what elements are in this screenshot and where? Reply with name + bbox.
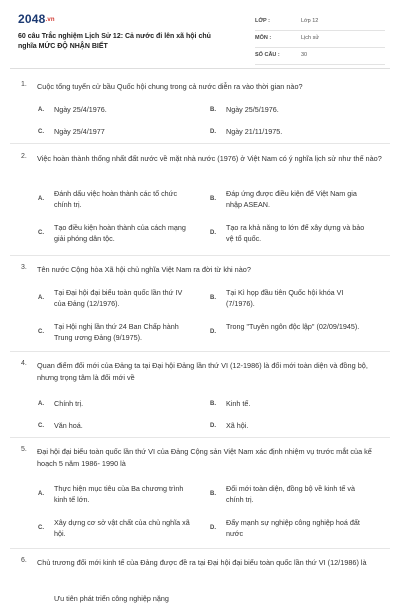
option-text: Văn hoá. bbox=[54, 421, 83, 430]
question-separator bbox=[10, 351, 390, 352]
header-divider bbox=[10, 68, 390, 69]
question-text: Tên nước Cộng hòa Xã hội chủ nghĩa Việt Nam ra đời từ khi nào? bbox=[37, 265, 251, 274]
option-letter: B. bbox=[210, 196, 216, 202]
option-letter: D. bbox=[210, 423, 216, 429]
meta-value: 30 bbox=[301, 52, 308, 58]
question-separator bbox=[10, 437, 390, 438]
meta-key: MÔN : bbox=[255, 35, 272, 41]
header bbox=[18, 12, 384, 64]
option-text: Tạo ra khả năng to lớn để xây dựng và bảo vệ tổ quốc. bbox=[226, 223, 365, 243]
option-letter: A. bbox=[38, 196, 44, 202]
question-separator bbox=[10, 143, 390, 144]
question-text: Đại hội đại biểu toàn quốc lần thứ VI của Đảng Cộng sản Việt Nam xác định nhiệm vụ trước mắt của kế hoạch 5 năm 1986- 1990 là bbox=[37, 447, 372, 468]
option-text: Trong "Tuyên ngôn độc lập" (02/09/1945). bbox=[226, 322, 360, 331]
option-letter: C. bbox=[38, 329, 44, 335]
option-text: Ngày 25/4/1976. bbox=[54, 105, 107, 114]
option-letter: D. bbox=[210, 525, 216, 531]
option-text: Thực hiện mục tiêu của Ba chương trình kinh tế lớn. bbox=[54, 484, 184, 504]
option-letter: B. bbox=[210, 401, 216, 407]
option-text: Ngày 21/11/1975. bbox=[226, 127, 283, 136]
option-letter: A. bbox=[38, 401, 44, 407]
option-letter: B. bbox=[210, 295, 216, 301]
question-number: 3. bbox=[21, 264, 27, 271]
question-4 bbox=[18, 360, 384, 440]
option-letter: B. bbox=[210, 107, 216, 113]
option-letter: C. bbox=[38, 230, 44, 236]
option-letter: D. bbox=[210, 329, 216, 335]
option-text: Xây dựng cơ sở vật chất của chủ nghĩa xã hội. bbox=[54, 518, 190, 538]
question-5 bbox=[18, 446, 384, 546]
logo-text: 2048 bbox=[18, 12, 46, 26]
question-text: Chủ trương đổi mới kinh tế của Đảng được đề ra tại Đại hội đại biểu toàn quốc lần thứ VI (12/1986) là bbox=[37, 558, 367, 567]
question-1 bbox=[18, 81, 384, 141]
site-logo[interactable] bbox=[18, 12, 55, 26]
option-text: Đổi mới toàn diện, đồng bộ về kinh tế và chính trị. bbox=[226, 484, 355, 504]
question-text: Việc hoàn thành thống nhất đất nước về mặt nhà nước (1976) ở Việt Nam có ý nghĩa lịch sử như thế nào? bbox=[37, 154, 382, 163]
question-separator bbox=[10, 255, 390, 256]
option-text: Ưu tiên phát triển công nghiệp nặng bbox=[54, 594, 169, 603]
option-letter: D. bbox=[210, 230, 216, 236]
option-text: Kinh tế. bbox=[226, 399, 251, 408]
option-text: Đẩy mạnh sự nghiệp công nghiệp hoá đất nước bbox=[226, 518, 360, 538]
option-letter: D. bbox=[210, 129, 216, 135]
question-number: 2. bbox=[21, 153, 27, 160]
option-text: Xã hội. bbox=[226, 421, 249, 430]
option-text: Tạo điều kiện hoàn thành của cách mạng giải phóng dân tộc. bbox=[54, 223, 186, 243]
question-number: 1. bbox=[21, 81, 27, 88]
meta-key: LỚP : bbox=[255, 18, 270, 24]
question-number: 5. bbox=[21, 446, 27, 453]
question-6 bbox=[18, 557, 384, 603]
question-text: Quan điểm đổi mới của Đảng ta tại Đại hội Đảng lần thứ VI (12-1986) là đổi mới toàn diện và đồng bộ, nhưng trọng tâm là đổi mới về bbox=[37, 361, 368, 382]
option-letter: A. bbox=[38, 107, 44, 113]
meta-key: SỐ CÂU : bbox=[255, 52, 280, 58]
meta-row-subject bbox=[255, 31, 385, 48]
meta-value: Lịch sử bbox=[301, 35, 320, 41]
question-3 bbox=[18, 264, 384, 354]
question-number: 6. bbox=[21, 557, 27, 564]
meta-row-question-count bbox=[255, 48, 385, 65]
option-text: Chính trị. bbox=[54, 399, 84, 408]
question-text: Cuộc tổng tuyển cử bầu Quốc hội chung trong cả nước diễn ra vào thời gian nào? bbox=[37, 82, 303, 91]
option-text: Tại Đại hội đại biểu toàn quốc lần thứ IV của Đảng (12/1976). bbox=[54, 288, 183, 308]
option-letter: A. bbox=[38, 491, 44, 497]
logo-suffix: .vn bbox=[45, 17, 55, 23]
option-text: Ngày 25/4/1977 bbox=[54, 127, 105, 136]
option-text: Đánh dấu việc hoàn thành các tổ chức chính trị. bbox=[54, 189, 178, 209]
option-text: Đáp ứng được điều kiện để Việt Nam gia nhập ASEAN. bbox=[226, 189, 357, 209]
option-letter: C. bbox=[38, 129, 44, 135]
question-separator bbox=[10, 548, 390, 549]
option-letter: C. bbox=[38, 423, 44, 429]
option-letter: A. bbox=[38, 295, 44, 301]
meta-row-class bbox=[255, 14, 385, 31]
option-text: Tại Kì họp đầu tiên Quốc hội khóa VI (7/1976). bbox=[226, 288, 344, 308]
question-number: 4. bbox=[21, 360, 27, 367]
option-letter: C. bbox=[38, 525, 44, 531]
option-letter: B. bbox=[210, 491, 216, 497]
question-2 bbox=[18, 153, 384, 253]
meta-value: Lớp 12 bbox=[301, 18, 319, 24]
meta-table bbox=[255, 14, 385, 65]
document-title: 60 câu Trắc nghiệm Lịch Sử 12: Cả nước đi lên xã hội chủ nghĩa MỨC ĐỘ NHẬN BIẾT bbox=[18, 33, 211, 50]
option-text: Ngày 25/5/1976. bbox=[226, 105, 279, 114]
option-text: Tại Hội nghị lần thứ 24 Ban Chấp hành Trung ương Đảng (9/1975). bbox=[54, 322, 179, 342]
